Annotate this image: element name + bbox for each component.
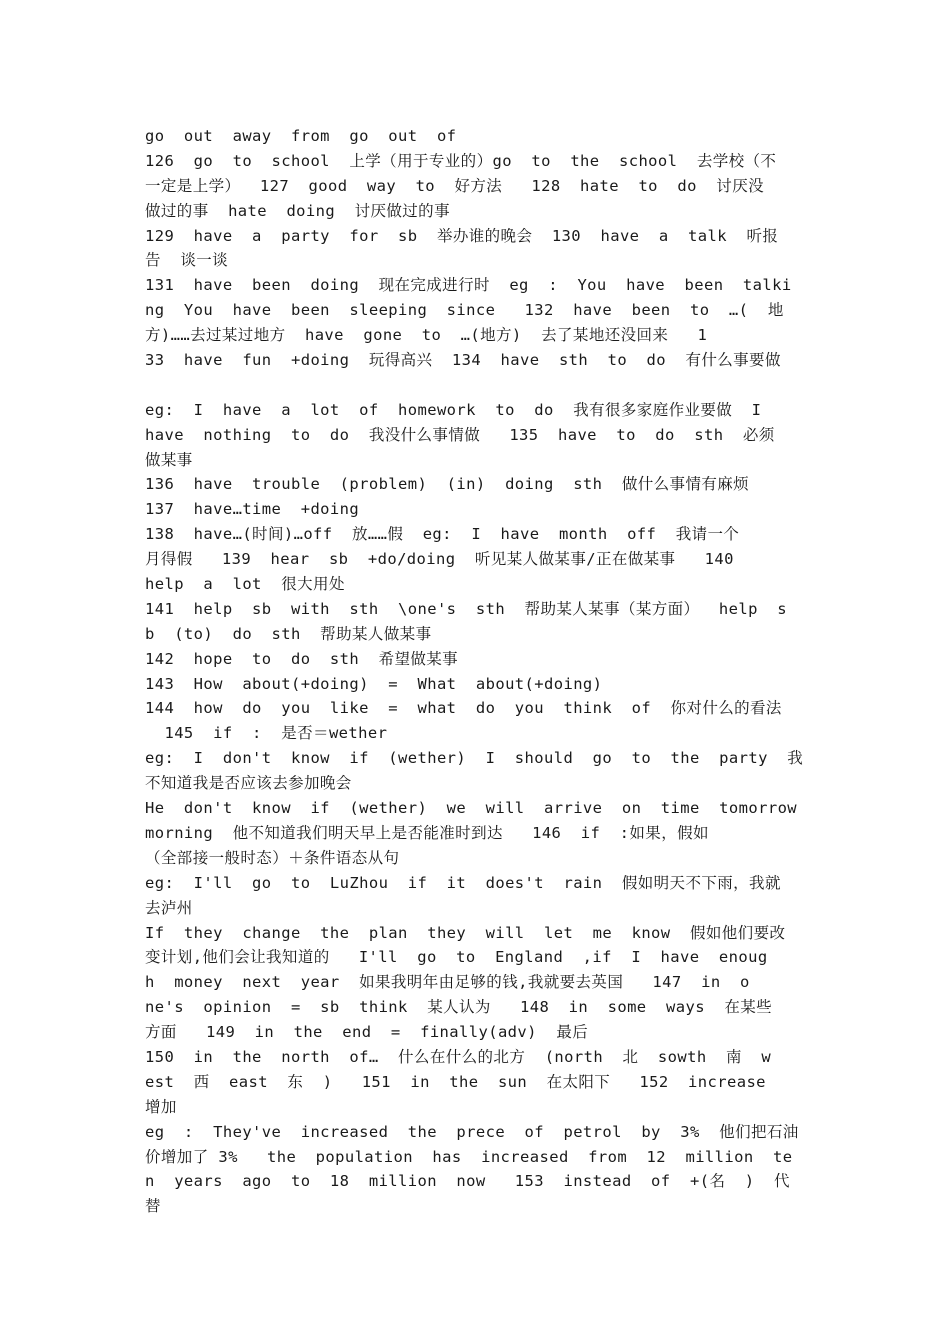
text-line: go out away from go out of: [145, 127, 457, 145]
text-line: help a lot 很大用处: [145, 575, 345, 594]
text-line: 不知道我是否应该去参加晚会: [145, 774, 352, 793]
text-line: If they change the plan they will let me know 假如他们要改: [145, 923, 786, 942]
text-line: 138 have…(时间)…off 放……假 eg: I have month off 我请一个: [145, 525, 740, 544]
text-line: 129 have a party for sb 举办谁的晚会 130 have a talk 听报: [145, 226, 779, 245]
text-line: b (to) do sth 帮助某人做某事: [145, 624, 432, 643]
text-line: 增加: [145, 1097, 177, 1116]
text-line: 131 have been doing 现在完成进行时 eg : You have been talki: [145, 276, 792, 295]
text-line: ne's opinion = sb think 某人认为 148 in some ways 在某些: [145, 998, 773, 1017]
text-line: 价增加了 3% the population has increased from 12 million te: [145, 1147, 793, 1166]
text-line: ng You have been sleeping since 132 have been to …( 地: [145, 301, 784, 320]
text-line: 143 How about(+doing) = What about(+doing): [145, 674, 603, 693]
text-line: 33 have fun +doing 玩得高兴 134 have sth to do 有什么事要做: [145, 351, 781, 370]
text-line: 126 go to school 上学（用于专业的）go to the school 去学校（不: [145, 151, 777, 170]
text-line: 告 谈一谈: [145, 251, 229, 270]
text-line: 142 hope to do sth 希望做某事: [145, 649, 459, 668]
text-line: （全部接一般时态）＋条件语态从句: [145, 848, 400, 867]
text-line: 方面 149 in the end = finally(adv) 最后: [145, 1023, 589, 1042]
text-line: 替: [145, 1197, 161, 1216]
text-line: 150 in the north of… 什么在什么的北方 (north 北 sowth 南 w: [145, 1047, 772, 1066]
text-line: 136 have trouble (problem) (in) doing sth 做什么事情有麻烦: [145, 475, 750, 494]
text-line: eg: I don't know if (wether) I should go to the party 我: [145, 749, 804, 768]
text-line: 方)……去过某过地方 have gone to …(地方) 去了某地还没回来 1: [145, 326, 708, 345]
text-line: 变计划,他们会让我知道的 I'll go to England ,if I have enoug: [145, 948, 768, 967]
text-line: eg : They've increased the prece of petrol by 3% 他们把石油: [145, 1122, 799, 1141]
text-line: [145, 373, 807, 398]
text-line: 去泸州: [145, 898, 193, 917]
text-line: morning 他不知道我们明天早上是否能准时到达 146 if :如果，假如: [145, 823, 709, 842]
text-line: 月得假 139 hear sb +do/doing 听见某人做某事/正在做某事 140: [145, 550, 734, 569]
text-line: 137 have…time +doing: [145, 500, 360, 519]
text-line: eg: I'll go to LuZhou if it does't rain 假如明天不下雨，我就: [145, 873, 781, 892]
text-line: He don't know if (wether) we will arrive on time tomorrow: [145, 799, 798, 818]
vocabulary-text-block: [145, 124, 807, 1219]
text-line: eg: I have a lot of homework to do 我有很多家庭作业要做 I: [145, 400, 762, 419]
text-line: 141 help sb with sth \one's sth 帮助某人某事（某方面） help s: [145, 599, 788, 618]
text-line: h money next year 如果我明年由足够的钱,我就要去英国 147 in o: [145, 973, 750, 992]
text-line: 做某事: [145, 450, 193, 469]
text-line: n years ago to 18 million now 153 instead of +(名 ) 代: [145, 1172, 790, 1191]
text-line: 做过的事 hate doing 讨厌做过的事: [145, 201, 450, 220]
text-line: 144 how do you like = what do you think of 你对什么的看法: [145, 699, 782, 718]
text-line: 145 if : 是否＝wether: [145, 724, 388, 743]
text-line: est 西 east 东 ) 151 in the sun 在太阳下 152 increase: [145, 1072, 766, 1091]
text-line: have nothing to do 我没什么事情做 135 have to do sth 必须: [145, 425, 775, 444]
text-line: 一定是上学） 127 good way to 好方法 128 hate to do 讨厌没: [145, 176, 764, 195]
